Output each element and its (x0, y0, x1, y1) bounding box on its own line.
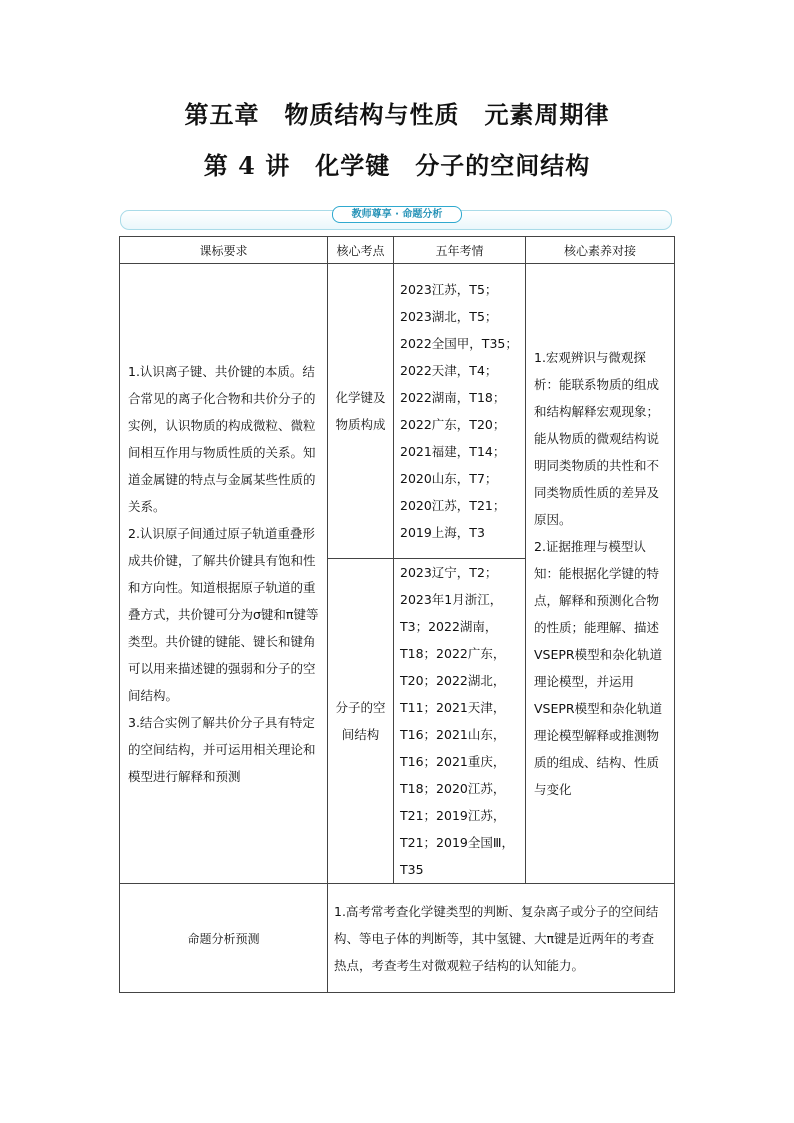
header-exams: 五年考情 (394, 237, 526, 264)
exams-text: 2023辽宁，T2；2023年1月浙江，T3；2022湖南，T18；2022广东，T20；2022湖北，T11；2021天津，T16；2021山东，T16；2021重庆，T18；2020江苏，T21；2019江苏，T21；2019全国Ⅲ，T35 (400, 565, 514, 877)
teacher-banner (120, 206, 672, 228)
topic-cell (328, 559, 394, 884)
header-literacy: 核心素养对接 (526, 237, 675, 264)
exams-cell (394, 264, 526, 559)
prediction-label: 命题分析预测 (120, 884, 328, 993)
table-row (120, 884, 675, 993)
header-topic: 核心考点 (328, 237, 394, 264)
header-curriculum: 课标要求 (120, 237, 328, 264)
literacy-cell (526, 264, 675, 884)
topic-cell (328, 264, 394, 559)
exams-text: 2023江苏，T5；2023湖北，T5；2022全国甲，T35；2022天津，T4；2022湖南，T18；2022广东，T20；2021福建，T14；2020山东，T7；2020江苏，T21；2019上海，T3 (400, 282, 518, 540)
table-row (120, 264, 675, 559)
analysis-table (119, 236, 675, 993)
curriculum-cell (120, 264, 328, 884)
exams-cell (394, 559, 526, 884)
prediction-text: 1.高考常考查化学键类型的判断、复杂离子或分子的空间结构、等电子体的判断等，其中氢键、大π键是近两年的考查热点，考查考生对微观粒子结构的认知能力。 (334, 903, 659, 973)
lecture-title: 第 4 讲 化学键 分子的空间结构 (203, 151, 591, 180)
curriculum-text: 1.认识离子键、共价键的本质。结合常见的离子化合物和共价分子的实例，认识物质的构成微粒、微粒间相互作用与物质性质的关系。知道金属键的特点与金属某些性质的关系。 2.认识原子间通过原子轨道重叠形成共价键，了解共价键具有饱和性和方向性。知道根据原子轨道的重叠方式，共价键可分为σ键和π键等类型。共价键的键能、键长和键角可以用来描述键的强弱和分子的空间结构。 3.结合实例了解共价分子具有特定的空间结构，并可运用相关理论和模型进行解释和预测 (128, 363, 319, 784)
banner-label: 教师尊享 · 命题分析 (332, 206, 462, 223)
prediction-cell (328, 884, 675, 993)
chapter-title: 第五章 物质结构与性质 元素周期律 (184, 100, 610, 129)
topic-label: 分子的空间结构 (335, 700, 386, 742)
literacy-text: 1.宏观辨识与微观探析：能联系物质的组成和结构解释宏观现象；能从物质的微观结构说明同类物质的共性和不同类物质性质的差异及原因。 2.证据推理与模型认知：能根据化学键的特点，解释和预测化合物的性质；能理解、描述VSEPR模型和杂化轨道理论模型，并运用VSEPR模型和杂化轨道理论模型解释或推测物质的组成、结构、性质与变化 (534, 350, 663, 797)
table-header-row (120, 237, 675, 264)
topic-label: 化学键及物质构成 (335, 390, 386, 432)
